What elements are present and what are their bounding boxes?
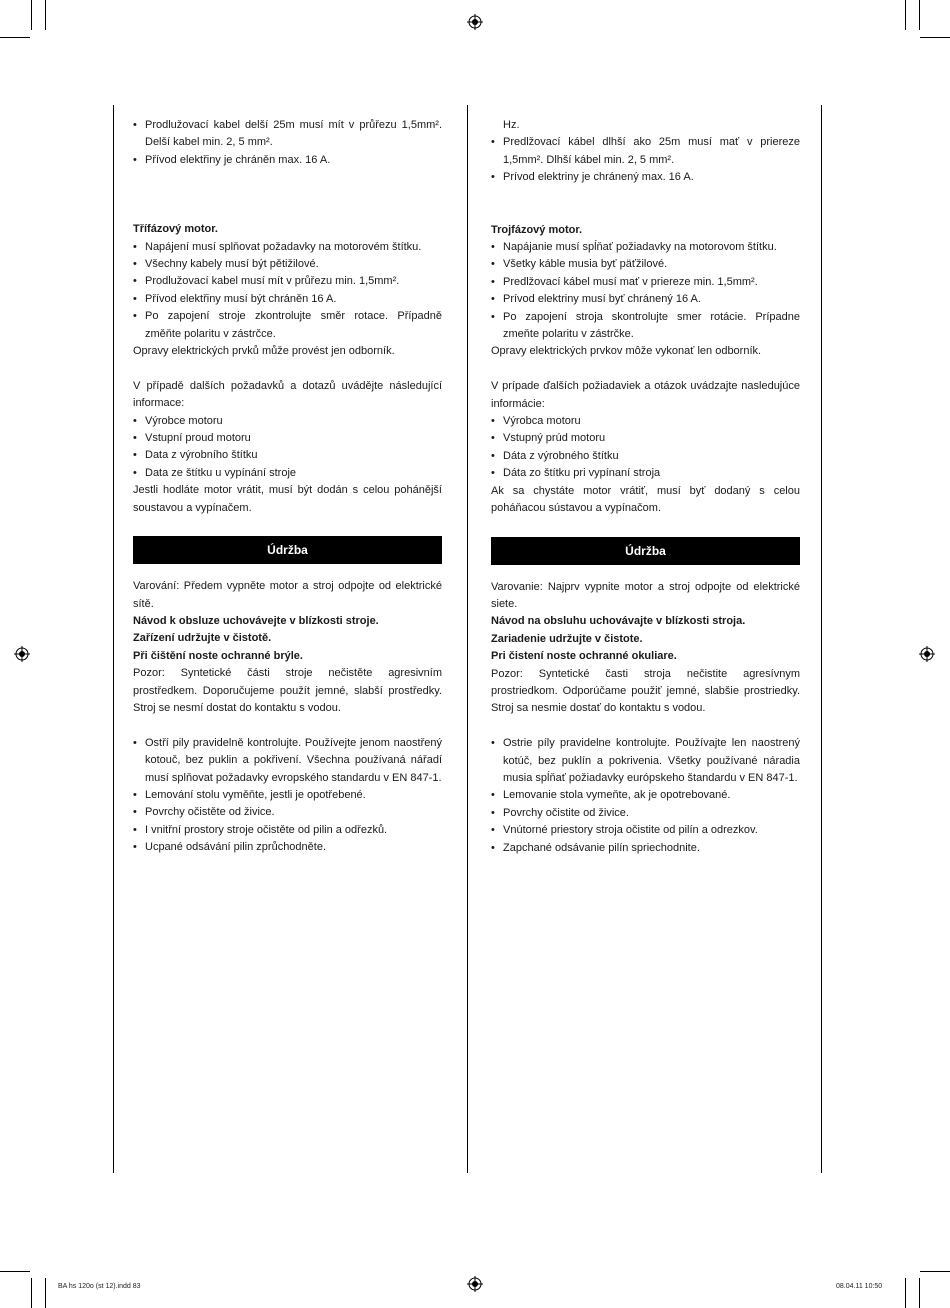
crop-mark	[920, 37, 950, 38]
list-item: • Ostří pily pravidelně kontrolujte. Používejte jenom naostřený kotouč, bez puklin a pokřivení. Všechna používaná nářadí musí splňovat požadavky evropského standardu v EN 847-1.	[133, 735, 442, 787]
list-item: • Data z výrobního štítku	[133, 447, 442, 464]
list-item: • Predlžovací kábel dlhší ako 25m musí mať v priereze 1,5mm². Dlhší kábel min. 2, 5 mm².	[491, 134, 800, 169]
list-item: • Prívod elektriny je chránený max. 16 A.	[491, 169, 800, 186]
crop-mark	[0, 1271, 30, 1272]
list-item: • Výrobce motoru	[133, 413, 442, 430]
list-item: • Všetky káble musia byť päťžilové.	[491, 256, 800, 273]
maintenance-list	[491, 735, 800, 857]
list-item: • I vnitřní prostory stroje očistěte od pilin a odřezků.	[133, 822, 442, 839]
bold-instruction: Návod k obsluze uchovávejte v blízkosti stroje.	[133, 614, 379, 627]
right-column	[491, 117, 800, 857]
list-item: • Prodlužovací kabel delší 25m musí mít v průřezu 1,5mm². Delší kabel min. 2, 5 mm².	[133, 117, 442, 152]
info-list	[491, 413, 800, 483]
registration-mark-icon	[14, 646, 30, 662]
registration-mark-icon	[467, 1276, 483, 1292]
date-slug: 08.04.11 10:50	[836, 1283, 883, 1290]
list-item: • Všechny kabely musí být pětižilové.	[133, 256, 442, 273]
return-note: Jestli hodláte motor vrátit, musí být dodán s celou pohánější soustavou a vypínačem.	[133, 484, 442, 514]
list-item: • Po zapojení stroje zkontrolujte směr rotace. Případně změňte polaritu v zástrčce.	[133, 308, 442, 343]
list-item: • Dáta zo štítku pri vypínaní stroja	[491, 465, 800, 482]
list-item: • Prodlužovací kabel musí mít v průřezu min. 1,5mm².	[133, 273, 442, 290]
registration-mark-icon	[919, 646, 935, 662]
list-item: • Ucpané odsávání pilin zprůchodněte.	[133, 839, 442, 856]
list-item: • Povrchy očistite od živice.	[491, 805, 800, 822]
bold-instruction: Návod na obsluhu uchovávajte v blízkosti stroja.	[491, 615, 746, 628]
list-item: • Ostrie píly pravidelne kontrolujte. Používajte len naostrený kotúč, bez puklín a pokrivenia. Všetky používané náradia musia spĺňať požiadavky európskeho štandardu v EN 847-1.	[491, 735, 800, 787]
list-item: • Po zapojení stroja skontrolujte smer rotácie. Prípadne zmeňte polaritu v zástrčke.	[491, 309, 800, 344]
return-note: Ak sa chystáte motor vrátiť, musí byť dodaný s celou poháňacou sústavou a vypínačom.	[491, 484, 800, 515]
list-item: • Povrchy očistěte od živice.	[133, 804, 442, 821]
warning-text: Varování: Předem vypněte motor a stroj odpojte od elektrické sítě.	[133, 580, 442, 610]
file-slug: BA hs 120o (st 12).indd 83	[58, 1283, 141, 1290]
intro-list	[133, 117, 442, 169]
intro-list	[491, 134, 800, 186]
repairs-note: Opravy elektrických prvkov môže vykonať len odborník.	[491, 345, 762, 358]
list-item: • Data ze štítku u vypínání stroje	[133, 465, 442, 482]
list-item: • Prívod elektriny musí byť chránený 16 A.	[491, 291, 800, 308]
crop-mark	[920, 1271, 950, 1272]
bold-instruction: Při čištění noste ochranné brýle.	[133, 649, 303, 662]
bold-instruction: Pri čistení noste ochranné okuliare.	[491, 650, 677, 663]
list-item: • Dáta z výrobného štítku	[491, 448, 800, 465]
list-item: • Přívod elektřiny musí být chráněn 16 A.	[133, 291, 442, 308]
info-intro: V případě dalších požadavků a dotazů uvádějte následující informace:	[133, 379, 442, 410]
bold-instruction: Zariadenie udržujte v čistote.	[491, 632, 643, 645]
list-item: • Vnútorné priestory stroja očistite od pilín a odrezkov.	[491, 822, 800, 839]
crop-mark	[45, 1278, 46, 1308]
list-item: • Napájení musí splňovat požadavky na motorovém štítku.	[133, 239, 442, 256]
crop-mark	[0, 37, 30, 38]
three-phase-heading: Trojfázový motor.	[491, 223, 583, 236]
list-item: • Napájanie musí spĺňať požiadavky na motorovom štítku.	[491, 239, 800, 256]
three-phase-heading: Třífázový motor.	[133, 223, 218, 236]
caution-text: Pozor: Syntetické části stroje nečistěte agresivním prostředkem. Doporučujeme použít jemné, slabší prostředky. Stroj se nesmí dostat do kontaktu s vodou.	[133, 667, 442, 714]
crop-mark	[905, 1278, 906, 1308]
left-column	[133, 117, 442, 857]
crop-mark	[31, 1278, 32, 1308]
crop-mark	[905, 0, 906, 30]
list-item: • Lemovanie stola vymeňte, ak je opotrebované.	[491, 787, 800, 804]
repairs-note: Opravy elektrických prvků může provést jen odborník.	[133, 345, 395, 358]
list-item: • Vstupný prúd motoru	[491, 430, 800, 447]
list-item: • Lemování stolu vyměňte, jestli je opotřebené.	[133, 787, 442, 804]
bold-instruction: Zařízení udržujte v čistotě.	[133, 632, 272, 645]
three-phase-list	[133, 239, 442, 343]
column-rule	[821, 105, 822, 1173]
list-item: • Zapchané odsávanie pilín spriechodnite.	[491, 840, 800, 857]
crop-mark	[45, 0, 46, 30]
list-item: • Výrobca motoru	[491, 413, 800, 430]
caution-text: Pozor: Syntetické časti stroja nečistite agresívnym prostriedkom. Odporúčame použiť jemné, slabšie prostriedky. Stroj sa nesmie dostať do kontaktu s vodou.	[491, 667, 800, 715]
column-rule	[467, 105, 468, 1173]
maintenance-list	[133, 735, 442, 857]
section-header-maintenance: Údržba	[491, 537, 800, 565]
list-item: • Přívod elektřiny je chráněn max. 16 A.	[133, 152, 442, 169]
registration-mark-icon	[467, 14, 483, 30]
continued-text: Hz.	[503, 119, 520, 131]
column-rule	[113, 105, 114, 1173]
info-list	[133, 413, 442, 483]
list-item: • Vstupní proud motoru	[133, 430, 442, 447]
list-item: • Predlžovací kábel musí mať v priereze min. 1,5mm².	[491, 274, 800, 291]
three-phase-list	[491, 239, 800, 343]
crop-mark	[919, 1278, 920, 1308]
crop-mark	[919, 0, 920, 30]
crop-mark	[31, 0, 32, 30]
section-header-maintenance: Údržba	[133, 536, 442, 564]
warning-text: Varovanie: Najprv vypnite motor a stroj odpojte od elektrické siete.	[491, 580, 800, 610]
info-intro: V prípade ďalších požiadaviek a otázok uvádzajte nasledujúce informácie:	[491, 380, 800, 410]
